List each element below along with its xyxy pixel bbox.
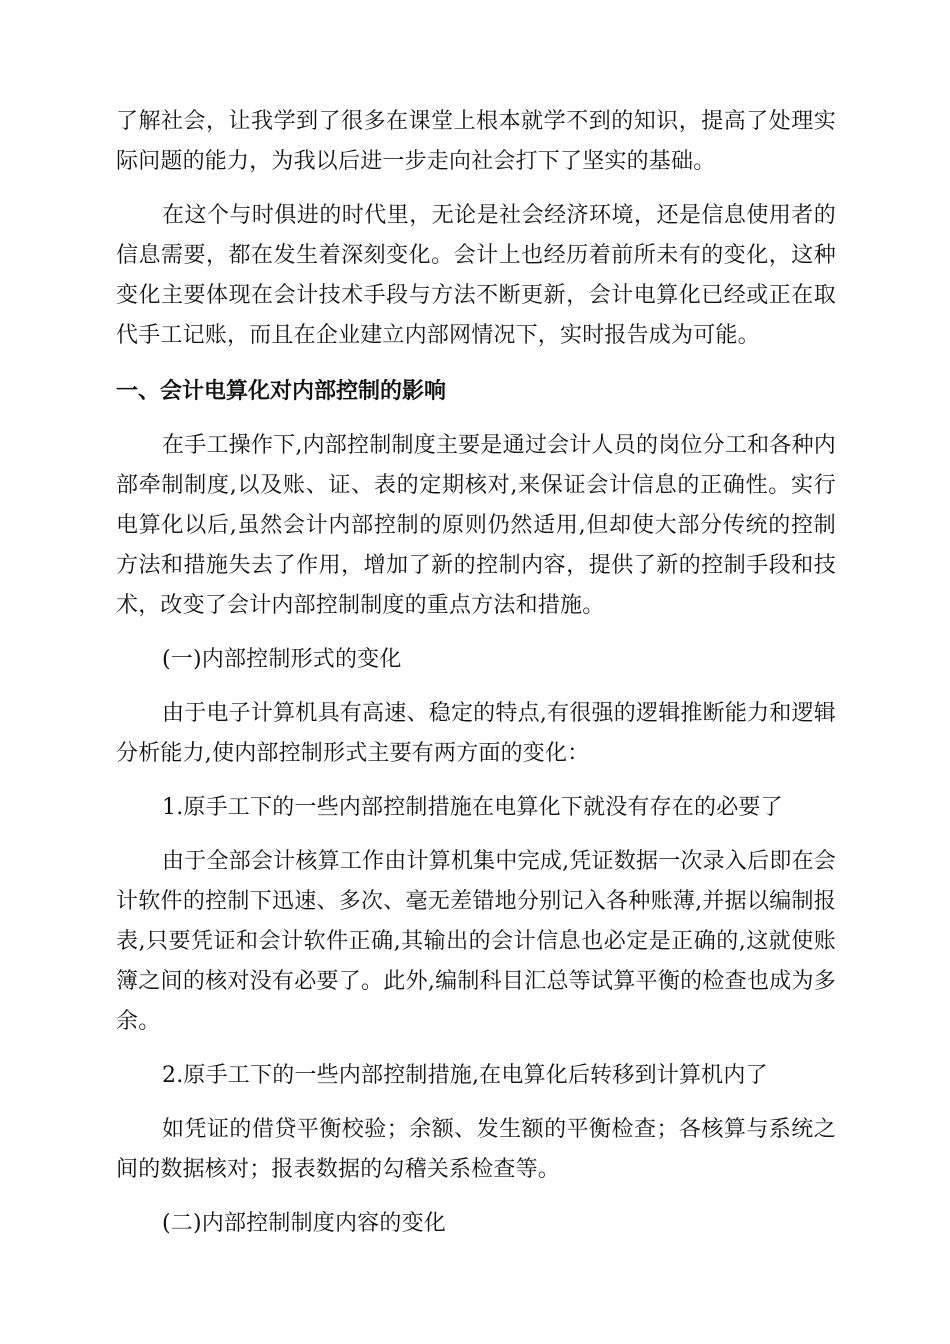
subheading-2: 1.原手工下的一些内部控制措施在电算化下就没有存在的必要了	[162, 795, 783, 820]
document-page	[116, 102, 836, 1244]
subheading-3: 2.原手工下的一些内部控制措施,在电算化后转移到计算机内了	[162, 1063, 768, 1088]
paragraph-2: 在这个与时俱进的时代里，无论是社会经济环境，还是信息使用者的信息需要，都在发生着深刻变化。会计上也经历着前所未有的变化，这种变化主要体现在会计技术手段与方法不断更新，会计电算化已经或正在取代手工记账，而且在企业建立内部网情况下，实时报告成为可能。	[116, 203, 836, 348]
paragraph-6: 如凭证的借贷平衡校验；余额、发生额的平衡检查；各核算与系统之间的数据核对；报表数据的勾稽关系检查等。	[116, 1117, 836, 1182]
subheading-4: (二)内部控制制度内容的变化	[162, 1211, 446, 1236]
paragraph-4: 由于电子计算机具有高速、稳定的特点,有很强的逻辑推断能力和逻辑分析能力,使内部控制形式主要有两方面的变化：	[116, 701, 836, 766]
paragraph-5: 由于全部会计核算工作由计算机集中完成,凭证数据一次录入后即在会计软件的控制下迅速、多次、毫无差错地分别记入各种账薄,并据以编制报表,只要凭证和会计软件正确,其输出的会计信息也必定是正确的,这就使账簿之间的核对没有必要了。此外,编制科目汇总等试算平衡的检查也成为多余。	[116, 849, 836, 1034]
section-heading-1: 一、会计电算化对内部控制的影响	[116, 379, 447, 404]
paragraph-1: 了解社会，让我学到了很多在课堂上根本就学不到的知识，提高了处理实际问题的能力，为我以后进一步走向社会打下了坚实的基础。	[116, 109, 836, 174]
subheading-1: (一)内部控制形式的变化	[162, 647, 402, 672]
paragraph-3: 在手工操作下,内部控制制度主要是通过会计人员的岗位分工和各种内部牵制制度,以及账、证、表的定期核对,来保证会计信息的正确性。实行电算化以后,虽然会计内部控制的原则仍然适用,但却使大部分传统的控制方法和措施失去了作用，增加了新的控制内容，提供了新的控制手段和技术，改变了会计内部控制制度的重点方法和措施。	[116, 433, 836, 618]
